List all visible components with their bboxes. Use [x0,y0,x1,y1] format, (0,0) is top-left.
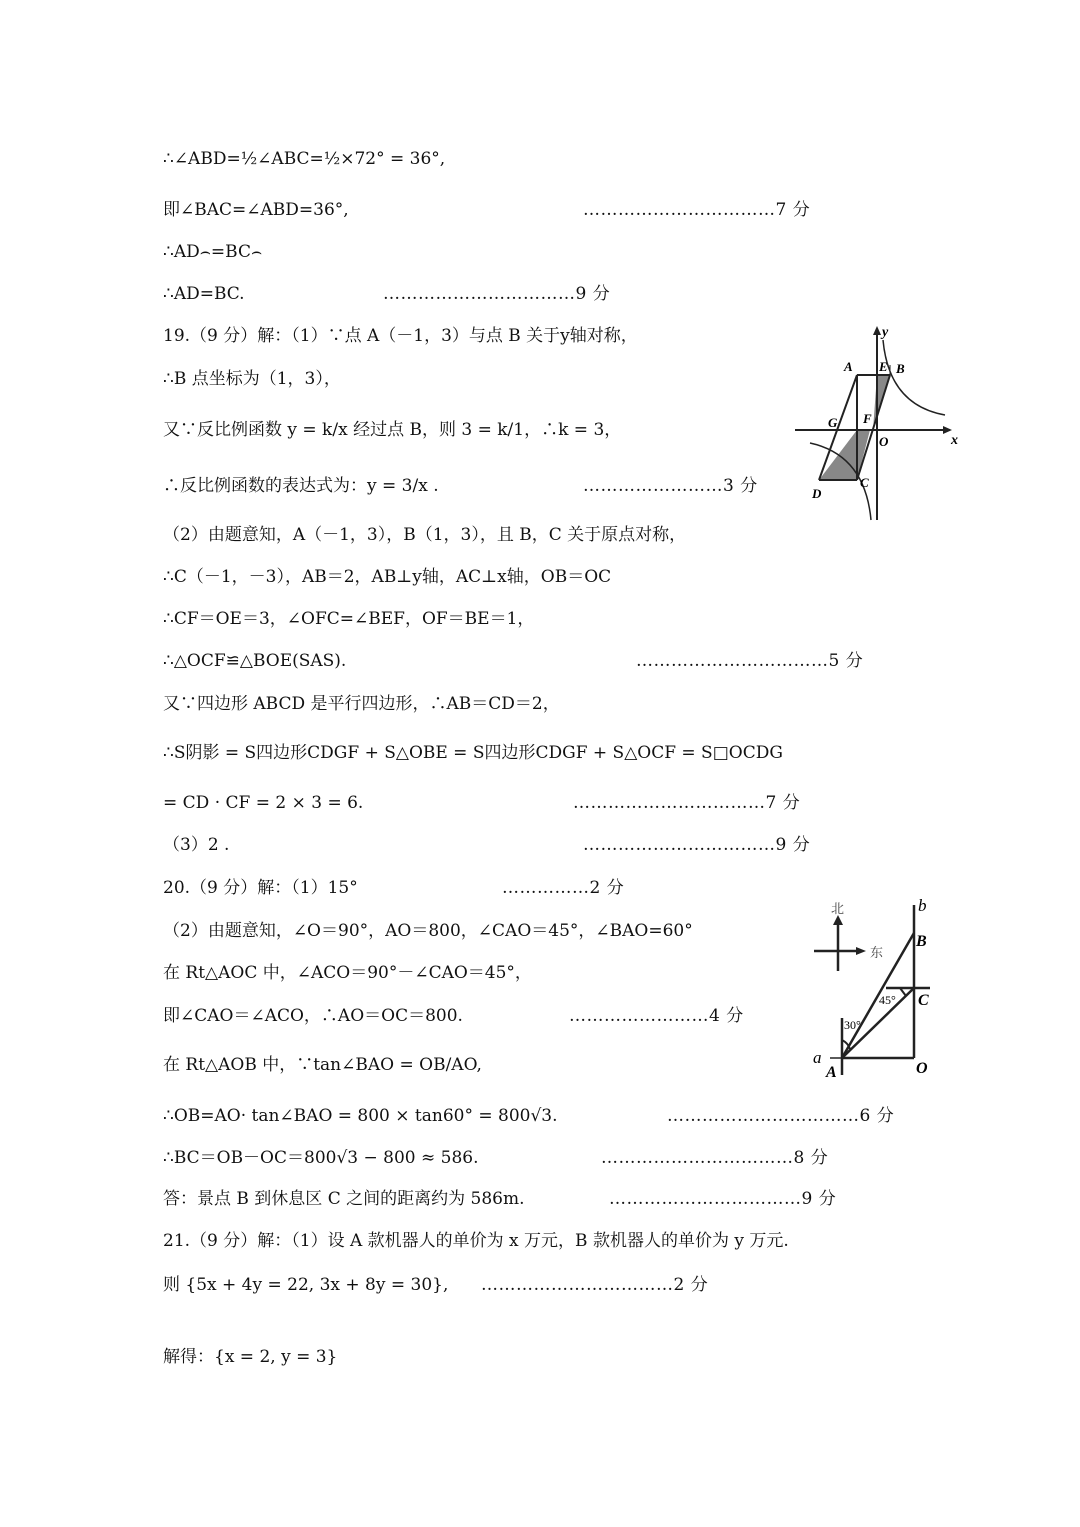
label-e: E [879,359,888,374]
text-line: 20.（9 分）解：（1）15° [163,878,358,898]
text-line: ∴S阴影 = S四边形CDGF + S△OBE = S四边形CDGF + S△OCF = S□OCDG [163,743,783,763]
text-line: ∴AD⌢=BC⌢ [163,242,263,262]
text-line: ∴BC＝OB－OC＝800√3 − 800 ≈ 586. [163,1148,479,1168]
score-marker: ……………………………7 分 [573,793,801,813]
text-line: ∴∠ABD=½∠ABC=½×72° = 36°, [163,149,446,169]
text-line: ∴C（－1，－3），AB＝2，AB⊥y轴，AC⊥x轴，OB＝OC [163,567,612,587]
label-c: C [918,992,929,1009]
label-a: A [844,359,853,374]
text-line: ∴AD=BC. [163,284,245,304]
label-angle-30: 30° [844,1018,861,1032]
score-marker: ……………………………5 分 [636,651,864,671]
y-axis-arrow [873,326,881,335]
compass-north-arrow [833,915,843,925]
score-marker: ……………………………2 分 [481,1275,709,1295]
score-marker: ……………2 分 [502,878,625,898]
label-g: G [828,415,838,430]
score-marker: ……………………………9 分 [383,284,611,304]
text-line: 则 {5x + 4y = 22, 3x + 8y = 30}, [163,1275,449,1295]
segment-bc [857,375,890,480]
label-f: F [863,411,872,426]
label-d: D [812,486,822,501]
label-b: B [896,361,905,376]
label-x-axis: x [951,433,958,448]
score-marker: ……………………4 分 [569,1006,744,1026]
text-line: （2）由题意知，A（－1，3），B（1，3），且 B，C 关于原点对称， [163,525,687,545]
score-marker: ……………………………7 分 [583,200,811,220]
text-line: 在 Rt△AOC 中，∠ACO＝90°－∠CAO＝45°， [163,963,532,983]
text-line: 又∵反比例函数 y = k/x 经过点 B，则 3 = k/1，∴k = 3， [163,420,622,440]
text-line: ∴CF＝OE＝3，∠OFC=∠BEF，OF＝BE＝1， [163,609,535,629]
compass-east-arrow [856,947,866,955]
text-line: （3）2 . [163,835,230,855]
text-line: = CD · CF = 2 × 3 = 6. [163,793,364,813]
figure-20-direction-diagram [808,893,948,1083]
figure-19-coordinate-diagram [790,320,970,525]
text-line: ∴反比例函数的表达式为：y = 3/x . [163,476,439,496]
text-line: ∴B 点坐标为（1，3）， [163,369,341,389]
score-marker: ……………………………9 分 [583,835,811,855]
text-line: 解得：{x = 2, y = 3} [163,1347,338,1367]
text-line: 21.（9 分）解：（1）设 A 款机器人的单价为 x 万元，B 款机器人的单价为 y 万元. [163,1231,789,1251]
label-a-line: a [813,1048,822,1067]
text-line: 答：景点 B 到休息区 C 之间的距离约为 586m. [163,1189,525,1209]
score-marker: ……………………3 分 [583,476,758,496]
label-angle-45: 45° [879,993,896,1007]
shaded-quad-cdgf [819,430,870,480]
label-y-axis: y [882,325,889,340]
text-line: ∴△OCF≌△BOE(SAS). [163,651,347,671]
score-marker: ……………………………8 分 [601,1148,829,1168]
label-east: 东 [870,945,884,960]
text-line: 即∠BAC=∠ABD=36°, [163,200,349,220]
label-a: A [826,1064,837,1081]
label-b-line: b [918,896,927,915]
text-line: （2）由题意知，∠O＝90°，AO＝800，∠CAO＝45°，∠BAO=60° [163,921,693,941]
text-line: ∴OB=AO· tan∠BAO = 800 × tan60° = 800√3. [163,1106,558,1126]
hyperbola-branch-1 [883,340,945,415]
label-o: O [916,1060,928,1077]
label-c: C [860,475,869,490]
text-line: 19.（9 分）解：（1）∵点 A（－1，3）与点 B 关于y轴对称， [163,326,638,346]
label-north: 北 [831,901,845,916]
text-line: 在 Rt△AOB 中，∵tan∠BAO = OB/AO, [163,1055,482,1075]
label-b: B [916,933,927,950]
score-marker: ……………………………9 分 [609,1189,837,1209]
text-line: 即∠CAO＝∠ACO，∴AO＝OC＝800. [163,1006,463,1026]
text-line: 又∵四边形 ABCD 是平行四边形，∴AB＝CD＝2， [163,694,560,714]
label-o: O [879,434,889,449]
score-marker: ……………………………6 分 [667,1106,895,1126]
